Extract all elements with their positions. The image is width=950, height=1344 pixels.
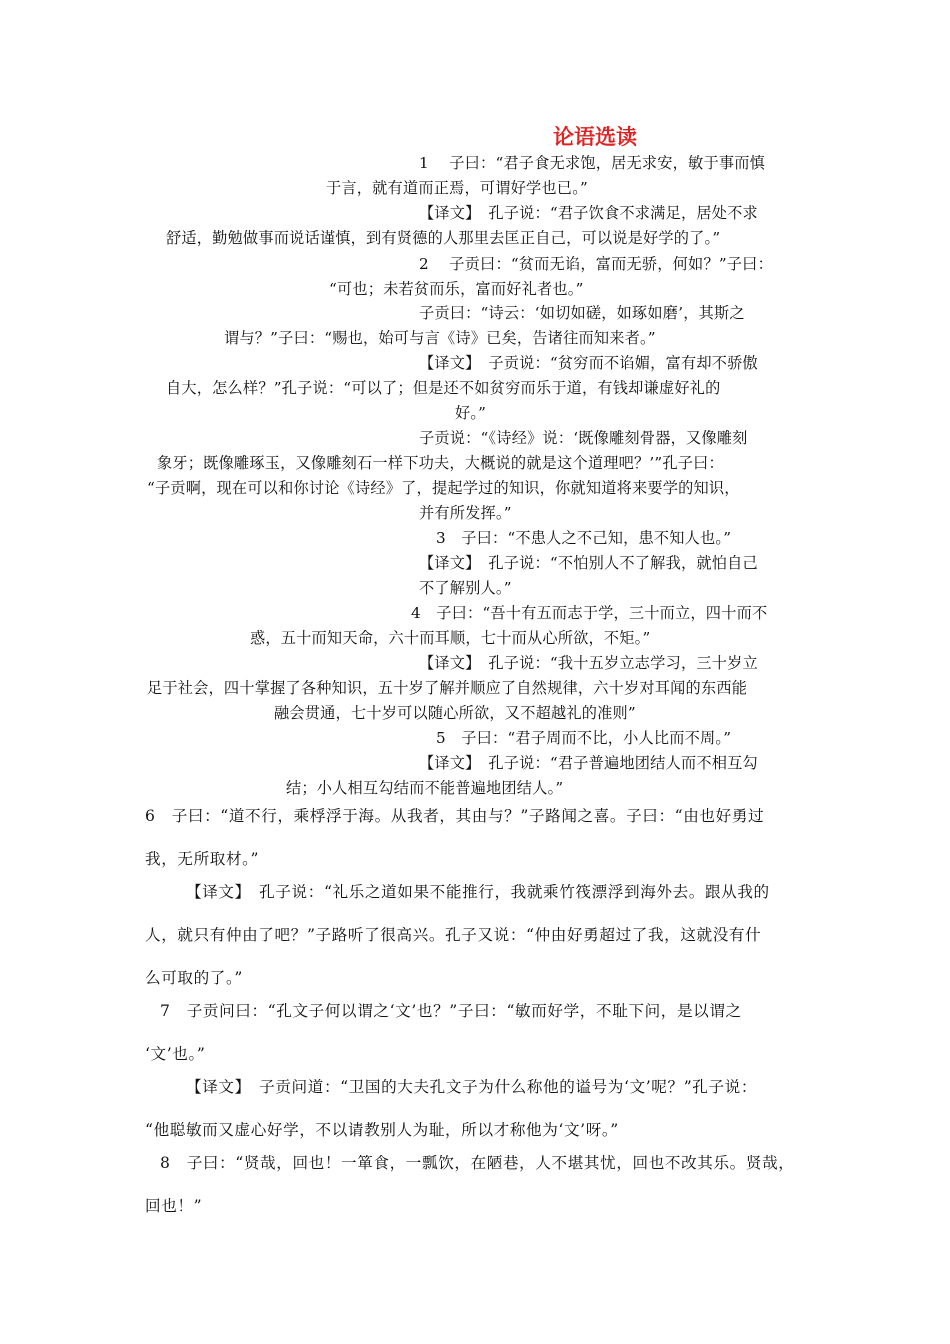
text-line: “他聪敏而又虚心好学，不以请教别人为耻，所以才称他为‘文’呀。” <box>145 1121 619 1139</box>
text-line: 谓与？”子曰：“赐也，始可与言《诗》已矣，告诸往而知来者。” <box>224 329 656 347</box>
text-line: 1 子曰：“君子食无求饱，居无求安，敏于事而慎 <box>419 154 765 172</box>
text-line: 【译文】 孔子说：“君子饮食不求满足，居处不求 <box>419 204 758 222</box>
text-line: 5 子曰：“君子周而不比，小人比而不周。” <box>436 729 732 747</box>
text-line: 【译文】 子贡问道：“卫国的大夫孔文子为什么称他的谥号为‘文’呢？”孔子说： <box>186 1078 758 1096</box>
text-line: ‘文’也。” <box>145 1045 206 1063</box>
text-line: 惑，五十而知天命，六十而耳顺，七十而从心所欲，不矩。” <box>250 629 651 647</box>
text-line: 象牙；既像雕琢玉，又像雕刻石一样下功夫，大概说的就是这个道理吧？’”孔子曰： <box>157 454 724 472</box>
text-line: 么可取的了。” <box>145 969 243 987</box>
text-line: 4 子曰：“吾十有五而志于学，三十而立，四十而不 <box>411 604 768 622</box>
text-line: 我，无所取材。” <box>145 850 260 868</box>
text-line: 舒适，勤勉做事而说话谨慎，到有贤德的人那里去匡正自己，可以说是好学的了。” <box>166 229 721 247</box>
text-line: 人，就只有仲由了吧？”子路听了很高兴。孔子又说：“仲由好勇超过了我，这就没有什 <box>145 926 762 944</box>
text-line: 子贡说：“《诗经》说：‘既像雕刻骨器，又像雕刻 <box>419 429 748 447</box>
text-line: 3 子曰：“不患人之不己知，患不知人也。” <box>436 529 732 547</box>
text-line: 【译文】 孔子说：“君子普遍地团结人而不相互勾 <box>419 754 758 772</box>
text-line: 于言，就有道而正焉，可谓好学也已。” <box>326 179 588 197</box>
text-line: 【译文】 孔子说：“不怕别人不了解我，就怕自己 <box>419 554 758 572</box>
text-line: 结；小人相互勾结而不能普遍地团结人。” <box>286 779 564 797</box>
text-line: 子贡曰：“诗云：‘如切如磋，如琢如磨’，其斯之 <box>419 304 745 322</box>
text-line: 回也！” <box>145 1197 203 1215</box>
text-line: 自大，怎么样？”孔子说：“可以了；但是还不如贫穷而乐于道，有钱却谦虚好礼的 <box>166 379 721 397</box>
text-line: 融会贯通，七十岁可以随心所欲，又不超越礼的准则” <box>274 704 636 722</box>
text-line: 不了解别人。” <box>419 579 512 597</box>
text-line: “可也；未若贫而乐，富而好礼者也。” <box>329 280 584 298</box>
text-line: 足于社会，四十掌握了各种知识，五十岁了解并顺应了自然规律，六十岁对耳闻的东西能 <box>147 679 748 697</box>
text-line: “子贡啊，现在可以和你讨论《诗经》了，提起学过的知识，你就知道将来要学的知识， <box>147 479 740 497</box>
text-line: 【译文】 孔子说：“礼乐之道如果不能推行，我就乘竹筏漂浮到海外去。跟从我的 <box>186 883 770 901</box>
text-line: 6 子曰：“道不行，乘桴浮于海。从我者，其由与？”子路闻之喜。子曰：“由也好勇过 <box>145 807 765 825</box>
text-line: 8 子曰：“贤哉，回也！一箪食，一瓢饮，在陋巷，人不堪其忧，回也不改其乐。贤哉， <box>160 1154 795 1172</box>
text-line: 【译文】 子贡说：“贫穷而不谄媚，富有却不骄傲 <box>419 354 758 372</box>
text-line: 【译文】 孔子说：“我十五岁立志学习，三十岁立 <box>419 654 758 672</box>
document-title: 论语选读 <box>553 124 637 149</box>
text-line: 并有所发挥。” <box>419 504 512 522</box>
text-line: 2 子贡曰：“贫而无谄，富而无骄，何如？”子曰： <box>419 255 773 273</box>
text-line: 好。” <box>455 404 487 422</box>
text-line: 7 子贡问曰：“孔文子何以谓之‘文’也？”子曰：“敏而好学，不耻下问，是以谓之 <box>160 1002 742 1020</box>
